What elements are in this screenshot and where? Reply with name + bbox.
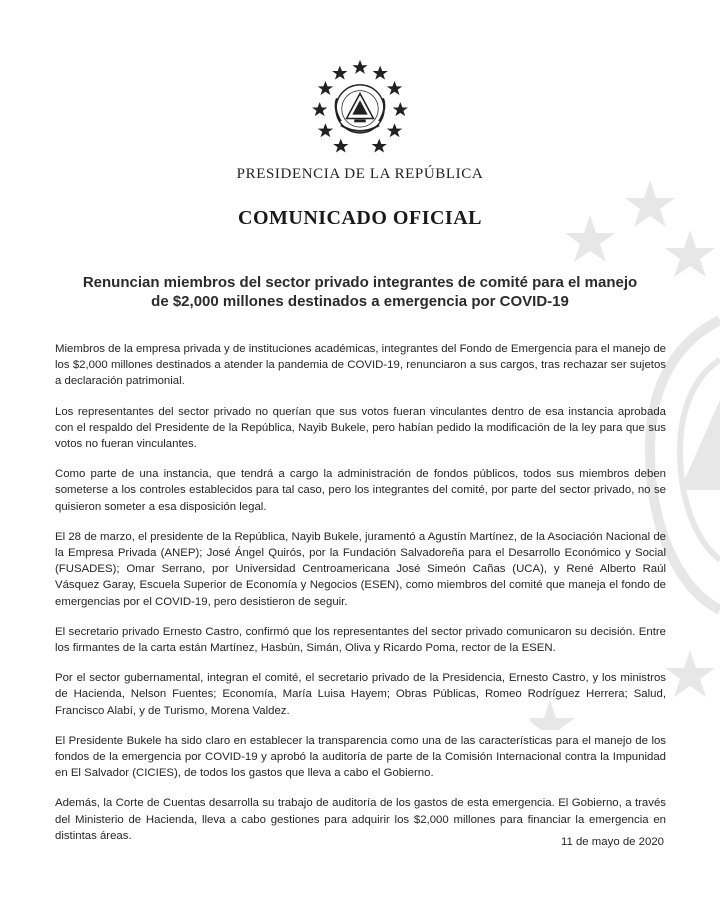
body-text [55, 341, 666, 858]
paragraph: Además, la Corte de Cuentas desarrolla su trabajo de auditoría de los gastos de esta emergencia. El Gobierno, a través del Ministerio de Hacienda, lleva a cabo gestiones para adquirir los $2,000 millones para financiar la emergencia en distintas áreas. [55, 797, 666, 842]
paragraph: El Presidente Bukele ha sido claro en establecer la transparencia como una de las características para el manejo de los fondos de la emergencia por COVID-19 y aprobó la auditoría de parte de la Comisión Internacional contra la Impunidad en El Salvador (CICIES), de todos los gastos que lleva a cabo el Gobierno. [55, 734, 666, 780]
paragraph: Por el sector gubernamental, integran el comité, el secretario privado de la Presidencia, Ernesto Castro, y los ministros de Hacienda, Nelson Fuentes; Economía, María Luisa Hayem; Obras Públicas, Romeo Rodríguez Herrera; Salud, Francisco Alabí, y de Turismo, Morena Valdez. [55, 672, 666, 717]
headline-line-1: Renuncian miembros del sector privado integrantes de comité para el manejo [82, 274, 638, 291]
headline-line-2: de $2,000 millones destinados a emergencia por COVID-19 [151, 293, 569, 310]
el-salvador-coat-of-arms-icon [312, 58, 408, 154]
paragraph: Miembros de la empresa privada y de instituciones académicas, integrantes del Fondo de Emergencia para el manejo de los $2,000 millones destinados a atender la pandemia de COVID-19, renunciaron a sus cargos, tras rechazar ser sujetos a declaración patrimonial. [55, 343, 667, 388]
paragraph: Como parte de una instancia, que tendrá a cargo la administración de fondos públicos, todos sus miembros deben someterse a los controles establecidos para tal caso, pero los integrantes del comité, por parte del sector privado, no se quisieron someter a esa disposición legal. [55, 468, 666, 513]
paragraph: El 28 de marzo, el presidente de la República, Nayib Bukele, juramentó a Agustín Martínez, de la Asociación Nacional de la Empresa Privada (ANEP); José Ángel Quirós, por la Fundación Salvadoreña para el Desarrollo Económico y Social (FUSADES); Omar Serrano, por Universidad Centroamericana José Simeón Cañas (UCA), y René Alberto Raúl Vásquez Garay, Escuela Superior de Economía y Negocios (ESEN), como miembros del comité que maneja el fondo de emergencias por el COVID-19, pero desistieron de seguir. [55, 530, 666, 608]
paragraph: Los representantes del sector privado no querían que sus votos fueran vinculantes dentro de esa instancia aprobada con el respaldo del Presidente de la República, Nayib Bukele, pero habían pedido la modificación de la ley para que sus votos no fueran vinculantes. [55, 405, 666, 451]
institution-name: PRESIDENCIA DE LA REPÚBLICA [236, 166, 484, 182]
document-date: 11 de mayo de 2020 [560, 836, 664, 848]
document-title: COMUNICADO OFICIAL [238, 207, 482, 229]
paragraph: El secretario privado Ernesto Castro, confirmó que los representantes del sector privado comunicaron su decisión. Entre los firmantes de la carta están Martínez, Hasbún, Simán, Oliva y Ricardo Poma, rector de la ESEN. [55, 625, 666, 655]
headline [60, 273, 660, 311]
